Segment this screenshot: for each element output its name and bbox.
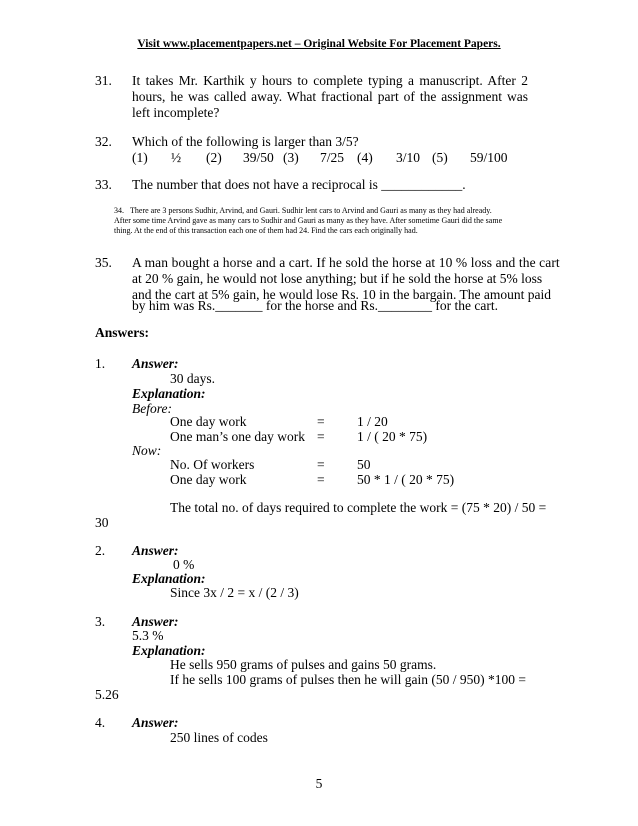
a1-r3-eq: = — [317, 457, 325, 472]
q34-line3: thing. At the end of this transaction each one of them had 24. Find the cars each originally had. — [114, 226, 418, 235]
q35-l4c: for the cart. — [432, 298, 498, 313]
a1-r3-value: 50 — [357, 457, 371, 472]
header-site-link[interactable]: www.placementpapers.net — [159, 38, 292, 50]
q33-period: . — [462, 177, 466, 192]
q32-opt: 39/50 — [243, 150, 274, 165]
q35-line1: A man bought a horse and a cart. If he sold the horse at 10 % loss and the cart — [132, 255, 560, 270]
a3-expl-end: 5.26 — [95, 687, 119, 702]
q32-opt: ½ — [171, 150, 182, 165]
a1-total: The total no. of days required to complete the work = (75 * 20) / 50 = — [170, 500, 547, 515]
q35-line3: and the cart at 5% gain, he would lose Rs. 10 in the bargain. The amount paid — [132, 287, 552, 302]
a2-answer: 0 % — [173, 557, 195, 572]
q35-line4 — [132, 298, 498, 314]
q32-opt: 59/100 — [470, 150, 508, 165]
q32-opt: 3/10 — [396, 150, 421, 165]
q32-opt: (1) — [132, 150, 148, 165]
a3-explanation-label: Explanation: — [132, 643, 206, 658]
a1-now-label: Now: — [132, 443, 162, 458]
q35-number: 35. — [95, 255, 112, 270]
answers-heading: Answers: — [95, 325, 149, 340]
q34-line2: After some time Arvind gave as many cars to Sudhir and Gauri as many as they have. After sometime Gauri did the same — [114, 216, 503, 225]
a1-r2-value: 1 / ( 20 * 75) — [357, 429, 428, 444]
q33-stem: The number that does not have a reciprocal is — [132, 177, 382, 192]
a1-r4-value: 50 * 1 / ( 20 * 75) — [357, 472, 455, 487]
a3-answer: 5.3 % — [132, 628, 164, 643]
a2-answer-label: Answer: — [132, 543, 179, 558]
a1-number: 1. — [95, 356, 106, 371]
q32-opt: (5) — [432, 150, 448, 165]
page-header — [0, 38, 638, 50]
q35-line2: at 20 % gain, he would not lose anything; but if he sold the horse at 5% loss — [132, 271, 543, 286]
a2-number: 2. — [95, 543, 106, 558]
a1-r3-label: No. Of workers — [170, 457, 255, 472]
a4-answer: 250 lines of codes — [170, 730, 268, 745]
a1-r2-label: One man’s one day work — [170, 429, 305, 444]
q35-blank-cart: ________ — [378, 298, 432, 313]
q31-number: 31. — [95, 73, 112, 88]
q35-l4a: by him was Rs. — [132, 298, 216, 313]
a3-number: 3. — [95, 614, 106, 629]
q34-text: There are 3 persons Sudhir, Arvind, and Gauri. Sudhir lent cars to Arvind and Gauri as many as they had already. — [130, 206, 492, 215]
q32-opt: (4) — [357, 150, 373, 165]
a4-answer-label: Answer: — [132, 715, 179, 730]
q34-line1 — [114, 206, 492, 215]
q32-opt: (3) — [283, 150, 299, 165]
q35-blank-horse: _______ — [215, 298, 263, 313]
q33-text — [132, 177, 466, 193]
q32-opt: (2) — [206, 150, 222, 165]
q34-number: 34. — [114, 206, 124, 215]
a1-total-end: 30 — [95, 515, 109, 530]
header-tagline: – Original Website For Placement Papers. — [291, 38, 501, 50]
a1-before-label: Before: — [132, 401, 172, 416]
a1-r4-label: One day work — [170, 472, 247, 487]
a1-explanation-label: Explanation: — [132, 386, 206, 401]
a1-r2-eq: = — [317, 429, 325, 444]
q32-opt: 7/25 — [320, 150, 345, 165]
q35-l4b: for the horse and Rs. — [262, 298, 378, 313]
a3-expl-line1: He sells 950 grams of pulses and gains 50 grams. — [170, 657, 437, 672]
page-number: 5 — [315, 776, 323, 791]
a2-explanation: Since 3x / 2 = x / (2 / 3) — [170, 585, 299, 600]
q32-number: 32. — [95, 134, 112, 149]
a1-answer-label: Answer: — [132, 356, 179, 371]
a1-r4-eq: = — [317, 472, 325, 487]
a2-explanation-label: Explanation: — [132, 571, 206, 586]
a3-expl-line2: If he sells 100 grams of pulses then he will gain (50 / 950) *100 = — [170, 672, 526, 687]
a3-answer-label: Answer: — [132, 614, 179, 629]
a1-answer: 30 days. — [170, 371, 215, 386]
q32-text: Which of the following is larger than 3/5? — [132, 134, 359, 149]
q33-number: 33. — [95, 177, 112, 192]
a4-number: 4. — [95, 715, 106, 730]
a1-r1-label: One day work — [170, 414, 247, 429]
q33-blank: ____________ — [381, 177, 463, 192]
a1-r1-value: 1 / 20 — [357, 414, 388, 429]
q31-text: It takes Mr. Karthik y hours to complete typing a manuscript. After 2 hours, he was called away. What fractional part of the assignment was left incomplete? — [132, 73, 528, 120]
header-visit: Visit — [137, 38, 160, 50]
a1-r1-eq: = — [317, 414, 325, 429]
